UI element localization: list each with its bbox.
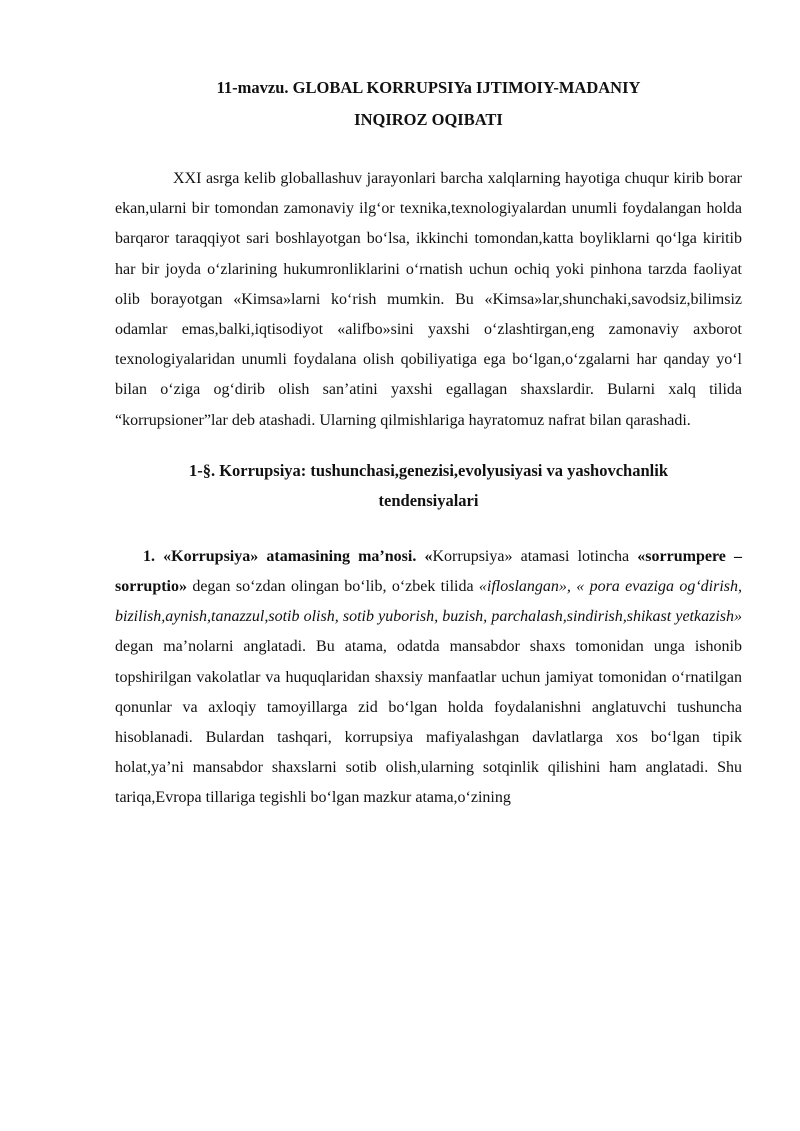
point-1-text-c: degan ma’nolarni anglatadi. Bu atama, odatda mansabdor shaxs tomonidan unga ishonib topshirilgan vakolatlar va huquqlaridan shaxsiy manfaatlar uchun jamiyat tomonidan o‘rnatilgan qonunlar va axloqiy tamoyillarga zid bo‘lgan holda foydalanishni anglatuvchi tushuncha hisoblanadi. Bulardan tashqari, korrupsiya mafiyalashgan davlatlarga xos bo‘lgan tipik holat,ya’ni mansabdor shaxslarni sotib olish,ularning sotqinlik qilishini ham anglatadi. Shu tariqa,Evropa tillariga tegishli bo‘lgan mazkur atama,o‘zining [115,638,742,807]
section-heading-line-2: tendensiyalari [378,490,479,510]
section-heading-line-1: 1-§. Korrupsiya: tushunchasi,genezisi,evolyusiyasi va yashovchanlik [188,460,669,480]
intro-paragraph: XXI asrga kelib globallashuv jarayonlari barcha xalqlarning hayotiga chuqur kirib borar ekan,ularni bir tomondan zamonaviy ilg‘or texnika,texnologiyalardan unumli foydalangan holda barqaror taraqqiyot sari boshlayotgan bo‘lsa, ikkinchi tomondan,katta boyliklarni qo‘lga kiritib har bir joyda o‘zlarining hukumronliklarini o‘rnatish uchun ochiq yoki pinhona tarzda faoliyat olib borayotgan «Kimsa»larni ko‘rish mumkin. Bu «Kimsa»lar,shunchaki,savodsiz,bilimsiz odamlar emas,balki,iqtisodiyot «alifbo»sini yaxshi o‘zlashtirgan,eng zamonaviy axborot texnologiyalaridan unumli foydalana olish qobiliyatiga ega bo‘lgan,o‘zgalarni har qanday yo‘l bilan o‘ziga og‘dirib olish san’atini yaxshi egallagan shaxslardir. Bularni xalq tilida “korrupsioner”lar deb atashadi. Ularning qilmishlariga hayratomuz nafrat bilan qarashadi. [115,170,742,429]
latin-term: «sorrumpere – sorruptio» [115,547,743,596]
point-1-paragraph [115,542,742,814]
italic-meanings: «ifloslangan», « pora evaziga og‘dirish, bizilish,aynish,tanazzul,sotib olish, sotib yuborish, buzish, parchalash,sindirish,shikast yetkazish» [115,578,743,626]
title-line-2: INQIROZ OQIBATI [354,110,503,129]
point-1-text-b: degan so‘zdan olingan bo‘lib, o‘zbek tilida [187,578,479,596]
point-1-heading: 1. «Korrupsiya» atamasining ma’nosi. [143,547,417,565]
point-1-text-a: Korrupsiya» atamasi lotincha [432,547,638,565]
open-quote: « [424,547,433,565]
section-heading [115,456,742,516]
document-page [115,72,742,814]
document-title [115,72,742,136]
title-line-1: 11-mavzu. GLOBAL KORRUPSIYa IJTIMOIY-MADANIY [216,78,641,97]
